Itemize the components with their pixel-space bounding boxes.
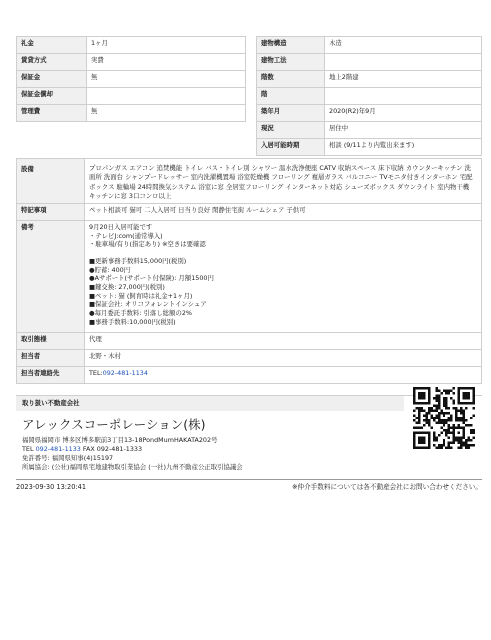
building-info-table <box>256 36 482 156</box>
company-details <box>22 436 243 472</box>
remarks-line: ●Aサポート(サポート付保険): 月額1500円 <box>89 274 214 283</box>
remarks-value <box>85 221 482 333</box>
current-status-label: 現況 <box>257 122 325 139</box>
structure-label: 建物構造 <box>257 37 325 54</box>
company-tel-link[interactable]: 092-481-1133 <box>35 445 81 454</box>
current-status-value: 居住中 <box>325 122 482 139</box>
table-row <box>257 37 482 54</box>
remarks-line: ・駐車場/有り(指定あり) ※空きは要確認 <box>89 240 206 249</box>
person-in-charge-label: 担当者 <box>17 350 85 367</box>
table-row <box>17 71 246 88</box>
construction-method-label: 建物工法 <box>257 54 325 71</box>
key-money-value: 1ヶ月 <box>87 37 246 54</box>
remarks-line: ■ペット: 猫 (飼育時は礼金+1ヶ月) <box>89 291 193 300</box>
contact-prefix: TEL: <box>89 369 103 378</box>
table-row <box>257 54 482 71</box>
table-row <box>257 88 482 105</box>
table-row <box>17 333 482 350</box>
remarks-line: ●毎月委託手数料: 引落し総額の2% <box>89 308 192 317</box>
remarks-line: 9月20日入居可能です <box>89 223 153 232</box>
deposit-amortization-label: 保証金償却 <box>17 88 87 105</box>
table-row <box>257 105 482 122</box>
transaction-type-label: 取引態様 <box>17 333 85 350</box>
deposit-label: 保証金 <box>17 71 87 88</box>
remarks-label: 備考 <box>17 221 85 333</box>
remarks-line: ■事務手数料:10,000円(税別) <box>89 317 176 326</box>
table-row <box>17 221 482 333</box>
company-address: 福岡県福岡市 博多区博多駅前3丁目13-18PondMumHAKATA202号 <box>22 436 218 444</box>
transaction-type-value: 代理 <box>85 333 482 350</box>
floor-label: 階 <box>257 88 325 105</box>
facilities-label: 設備 <box>17 159 85 204</box>
table-row <box>17 105 246 122</box>
floors-label: 階数 <box>257 71 325 88</box>
move-in-value: 相談 (9/11より内覧出来ます) <box>325 139 482 156</box>
table-row <box>257 139 482 156</box>
qr-code-icon <box>413 387 475 449</box>
table-row <box>17 204 482 221</box>
footer-divider <box>16 479 482 480</box>
remarks-line: ■更新事務手数料15,000円(税別) <box>89 257 187 266</box>
built-date-label: 築年月 <box>257 105 325 122</box>
table-row <box>257 71 482 88</box>
company-phone-fax <box>22 445 243 454</box>
management-fee-value: 無 <box>87 105 246 122</box>
facilities-value: プロパンガス エアコン 追焚機能 トイレ バス・トイレ別 シャワー 温水洗浄便座 CATV 収納スペース 床下収納 カウンターキッチン 洗面所 洗面台 シャンプードレッサー 室内洗濯機置場 浴室乾燥機 フローリング 複層ガラス バルコニー TVモニタ付きインターホン 宅配ボックス 駐輪場 24時間換気システム 浴室に窓 全居室フローリング インターネット対応 シューズボックス ダウンライト 室内物干機 キッチンに窓 3口コンロ以上 <box>85 159 482 204</box>
floor-value <box>325 88 482 105</box>
contact-value <box>85 367 482 384</box>
management-fee-label: 管理費 <box>17 105 87 122</box>
remarks-line: ・テレビJ:com(通常導入) <box>89 231 163 240</box>
tel-label: TEL <box>22 445 34 454</box>
floors-value: 地上2階建 <box>325 71 482 88</box>
fax-label: FAX <box>82 445 95 454</box>
remarks-line: ●貯蓄: 400円 <box>89 265 131 274</box>
table-row <box>17 350 482 367</box>
license-number: 免許番号: 福岡県知事(4)15197 <box>22 454 114 463</box>
table-row <box>17 367 482 384</box>
contact-phone-link[interactable]: 092-481-1134 <box>102 369 148 378</box>
table-row <box>17 54 246 71</box>
remarks-line <box>89 249 477 257</box>
deposit-amortization-value <box>87 88 246 105</box>
rental-method-label: 賃貸方式 <box>17 54 87 71</box>
remarks-line: ■鍵交換: 27,000円(税別) <box>89 282 165 291</box>
table-row <box>17 37 246 54</box>
table-row <box>17 159 482 204</box>
special-notes-value: ペット相談可 猫可 二人入居可 日当り良好 閑静住宅街 ルームシェア 子供可 <box>85 204 482 221</box>
contact-label: 担当者連絡先 <box>17 367 85 384</box>
structure-value: 木造 <box>325 37 482 54</box>
built-date-value: 2020(R2)年9月 <box>325 105 482 122</box>
construction-method-value <box>325 54 482 71</box>
company-name: アレックスコーポレーション(株) <box>22 417 206 432</box>
rental-method-value: 実費 <box>87 54 246 71</box>
property-details-table <box>16 158 482 384</box>
special-notes-label: 特記事項 <box>17 204 85 221</box>
company-header: 取り扱い不動産会社 <box>16 396 404 411</box>
table-row <box>17 88 246 105</box>
key-money-label: 礼金 <box>17 37 87 54</box>
brokerage-fee-note: ※仲介手数料については各不動産会社にお問い合わせください。 <box>291 483 482 491</box>
print-datetime: 2023-09-30 13:20:41 <box>16 483 87 491</box>
remarks-line: ■保証会社: オリコフォレントインシュア <box>89 300 207 309</box>
table-row <box>257 122 482 139</box>
association: 所属協会: (公社)福岡県宅地建物取引業協会 (一社)九州不動産公正取引協議会 <box>22 463 243 472</box>
move-in-label: 入居可能時期 <box>257 139 325 156</box>
deposit-value: 無 <box>87 71 246 88</box>
person-in-charge-value: 北野・木村 <box>85 350 482 367</box>
property-terms-table <box>16 36 246 122</box>
company-fax: 092-481-1333 <box>96 445 143 454</box>
